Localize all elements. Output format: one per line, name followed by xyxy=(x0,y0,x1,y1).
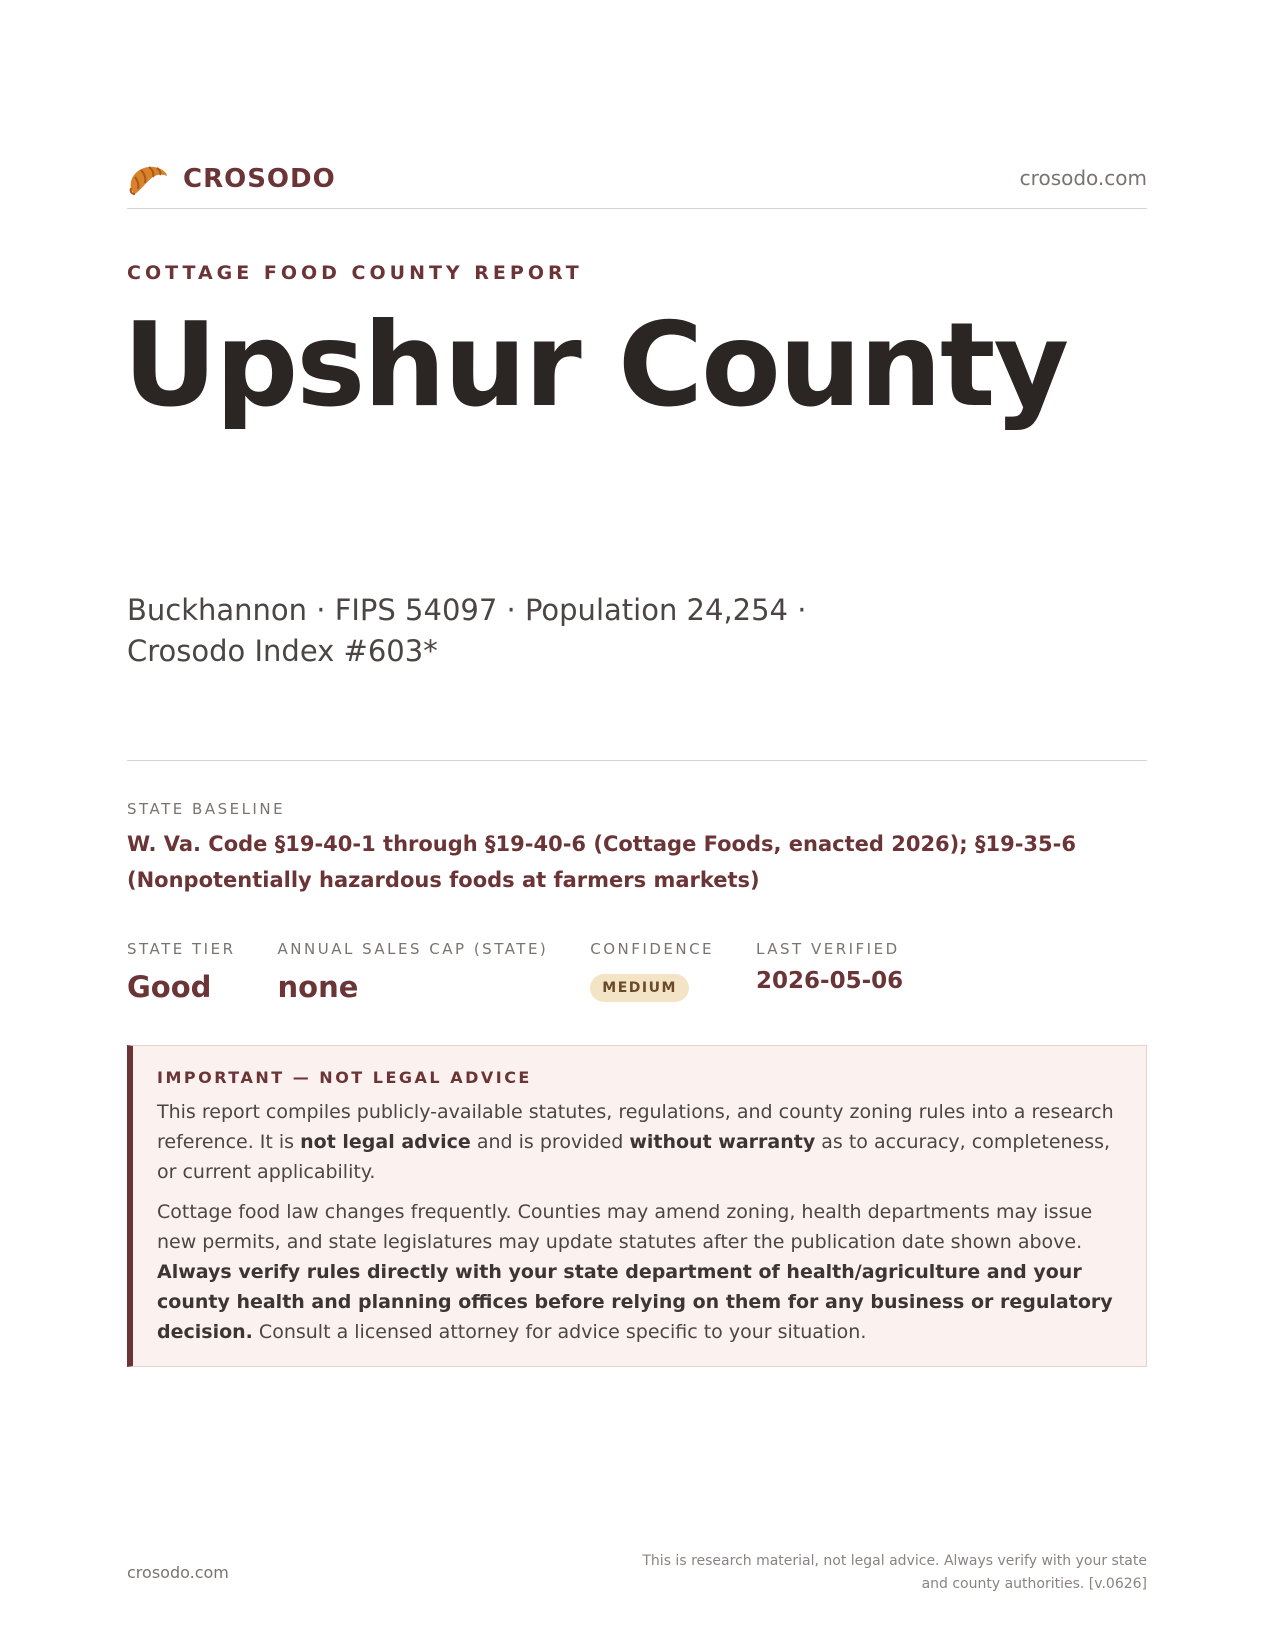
legal-notice xyxy=(127,1045,1147,1367)
croissant-icon xyxy=(127,160,169,198)
stat-sales-cap xyxy=(278,940,549,1004)
notice-paragraph xyxy=(157,1197,1120,1347)
report-eyebrow: COTTAGE FOOD COUNTY REPORT xyxy=(127,262,583,284)
stat-value: 2026-05-06 xyxy=(756,968,904,994)
stat-label: CONFIDENCE xyxy=(590,940,715,958)
page-title: Upshur County xyxy=(123,298,1068,433)
notice-paragraph xyxy=(157,1097,1120,1187)
footer-disclaimer: This is research material, not legal advice. Always verify with your state and county authorities. [v.0626] xyxy=(642,1553,1147,1592)
page-header xyxy=(127,160,1147,209)
notice-text: This report compiles publicly-available statutes, regulations, and county zoning rules into a research reference. It is xyxy=(157,1101,1114,1153)
stat-last-verified xyxy=(756,940,903,1004)
state-baseline-label: STATE BASELINE xyxy=(127,800,286,818)
stat-label: STATE TIER xyxy=(127,940,236,958)
report-page xyxy=(123,0,1147,1650)
footer-site-link[interactable]: crosodo.com xyxy=(127,1563,229,1582)
brand xyxy=(127,160,336,198)
county-summary: Buckhannon · FIPS 54097 · Population 24,254 · Crosodo Index #603* xyxy=(127,593,807,668)
notice-text: Cottage food law changes frequently. Counties may amend zoning, health departments may issue new permits, and state legislatures may update statutes after the publication date shown above. xyxy=(157,1201,1093,1253)
stats-row xyxy=(127,940,945,1004)
notice-emphasis: not legal advice xyxy=(300,1131,471,1153)
stat-value: none xyxy=(277,970,359,1004)
stat-label: ANNUAL SALES CAP (STATE) xyxy=(277,940,549,958)
confidence-badge: MEDIUM xyxy=(590,974,689,1002)
notice-text: and is provided xyxy=(470,1131,630,1153)
notice-text: as to accuracy, completeness, or current applicability. xyxy=(157,1131,1111,1183)
notice-text: Consult a licensed attorney for advice specific to your situation. xyxy=(252,1321,867,1343)
section-divider xyxy=(127,760,1147,761)
stat-label: LAST VERIFIED xyxy=(756,940,900,958)
brand-name: CROSODO xyxy=(183,164,336,194)
notice-title: IMPORTANT — NOT LEGAL ADVICE xyxy=(157,1068,532,1087)
notice-emphasis: without warranty xyxy=(629,1131,816,1153)
stat-state-tier xyxy=(127,940,236,1004)
notice-emphasis: Always verify rules directly with your state department of health/agriculture and your county health and planning offices before relying on them for any business or regulatory decision. xyxy=(157,1261,1113,1343)
site-link[interactable]: crosodo.com xyxy=(1019,166,1147,190)
state-baseline-text: W. Va. Code §19-40-1 through §19-40-6 (Cottage Foods, enacted 2026); §19-35-6 (Nonpotentially hazardous foods at farmers markets) xyxy=(127,832,1076,892)
stat-value: Good xyxy=(127,970,212,1004)
stat-confidence xyxy=(590,940,714,1004)
